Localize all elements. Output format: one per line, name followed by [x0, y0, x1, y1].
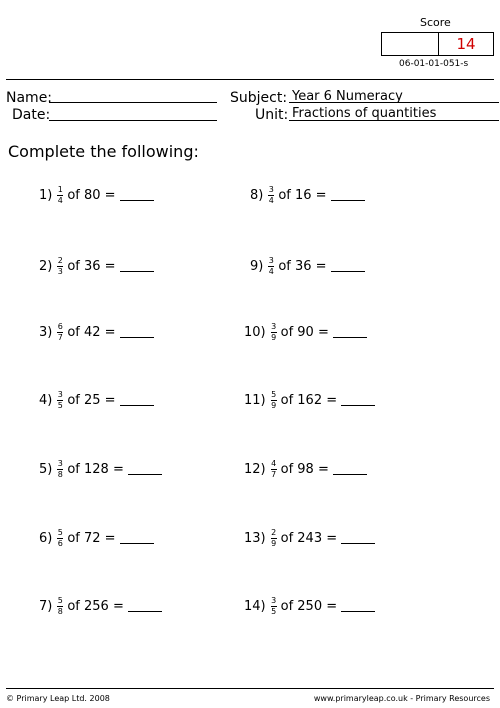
answer-blank[interactable] — [331, 261, 365, 272]
fraction-numerator: 3 — [268, 256, 274, 265]
question-text: of 36 = — [67, 258, 116, 274]
score-box — [381, 32, 494, 56]
fraction-numerator: 5 — [57, 596, 63, 605]
score-label: Score — [420, 16, 451, 29]
fraction — [271, 391, 277, 410]
fraction-denominator: 8 — [57, 470, 63, 479]
fraction-denominator: 6 — [57, 539, 63, 548]
date-field[interactable] — [49, 120, 217, 121]
question-5 — [39, 460, 162, 479]
fraction-numerator: 6 — [57, 322, 63, 331]
fraction-numerator: 1 — [57, 185, 63, 194]
question-number: 4) — [39, 392, 53, 408]
fraction — [268, 257, 274, 276]
answer-blank[interactable] — [120, 261, 154, 272]
question-14 — [244, 597, 375, 616]
fraction-denominator: 8 — [57, 607, 63, 616]
question-text: of 36 = — [278, 258, 327, 274]
fraction-numerator: 3 — [271, 322, 277, 331]
fraction-denominator: 5 — [57, 401, 63, 410]
question-2 — [39, 257, 154, 276]
worksheet-code: 06-01-01-051-s — [399, 59, 469, 69]
answer-blank[interactable] — [341, 601, 375, 612]
fraction — [57, 186, 63, 205]
fraction-denominator: 4 — [268, 196, 274, 205]
question-text: of 250 = — [280, 598, 338, 614]
fraction-denominator: 4 — [268, 267, 274, 276]
question-10 — [244, 323, 367, 342]
answer-blank[interactable] — [333, 464, 367, 475]
answer-blank[interactable] — [120, 327, 154, 338]
fraction — [57, 257, 63, 276]
question-text: of 16 = — [278, 187, 327, 203]
question-number: 12) — [244, 461, 266, 477]
answer-blank[interactable] — [120, 190, 154, 201]
name-label: Name: — [6, 90, 53, 106]
question-text: of 243 = — [280, 530, 338, 546]
footer-website: www.primaryleap.co.uk - Primary Resources — [313, 694, 490, 703]
question-text: of 98 = — [280, 461, 329, 477]
fraction-numerator: 5 — [57, 528, 63, 537]
answer-blank[interactable] — [128, 601, 162, 612]
question-text: of 90 = — [280, 324, 329, 340]
unit-value: Fractions of quantities — [292, 106, 437, 121]
answer-blank[interactable] — [128, 464, 162, 475]
question-number: 10) — [244, 324, 266, 340]
question-text: of 72 = — [67, 530, 116, 546]
fraction — [57, 597, 63, 616]
question-number: 8) — [250, 187, 264, 203]
answer-blank[interactable] — [341, 395, 375, 406]
fraction — [57, 391, 63, 410]
fraction — [271, 597, 277, 616]
question-number: 11) — [244, 392, 266, 408]
fraction-denominator: 9 — [271, 333, 277, 342]
fraction-numerator: 4 — [271, 459, 277, 468]
fraction-numerator: 3 — [271, 596, 277, 605]
footer-rule — [6, 688, 494, 689]
fraction-denominator: 7 — [57, 333, 63, 342]
question-3 — [39, 323, 154, 342]
question-number: 13) — [244, 530, 266, 546]
fraction-denominator: 5 — [271, 607, 277, 616]
subject-field-line — [289, 102, 499, 103]
fraction-numerator: 3 — [57, 459, 63, 468]
question-number: 9) — [250, 258, 264, 274]
fraction-numerator: 3 — [57, 390, 63, 399]
unit-field-line — [289, 120, 499, 121]
fraction-numerator: 5 — [271, 390, 277, 399]
question-text: of 128 = — [67, 461, 124, 477]
answer-blank[interactable] — [333, 327, 367, 338]
question-8 — [250, 186, 365, 205]
question-text: of 80 = — [67, 187, 116, 203]
answer-blank[interactable] — [341, 533, 375, 544]
fraction — [271, 460, 277, 479]
answer-blank[interactable] — [120, 533, 154, 544]
fraction — [271, 323, 277, 342]
answer-blank[interactable] — [120, 395, 154, 406]
fraction — [57, 460, 63, 479]
fraction-denominator: 3 — [57, 267, 63, 276]
instructions: Complete the following: — [8, 142, 199, 161]
question-number: 1) — [39, 187, 53, 203]
question-number: 2) — [39, 258, 53, 274]
name-field[interactable] — [49, 102, 217, 103]
subject-label: Subject: — [230, 90, 288, 106]
score-value: 14 — [456, 35, 476, 53]
fraction-numerator: 3 — [268, 185, 274, 194]
question-12 — [244, 460, 367, 479]
fraction-denominator: 7 — [271, 470, 277, 479]
question-9 — [250, 257, 365, 276]
fraction-numerator: 2 — [271, 528, 277, 537]
fraction — [271, 529, 277, 548]
question-6 — [39, 529, 154, 548]
fraction-denominator: 9 — [271, 539, 277, 548]
subject-value: Year 6 Numeracy — [292, 89, 403, 104]
question-text: of 162 = — [280, 392, 338, 408]
answer-blank[interactable] — [331, 190, 365, 201]
question-number: 6) — [39, 530, 53, 546]
question-number: 3) — [39, 324, 53, 340]
question-text: of 256 = — [67, 598, 124, 614]
fraction-denominator: 4 — [57, 196, 63, 205]
unit-label: Unit: — [255, 107, 289, 123]
question-13 — [244, 529, 375, 548]
footer-copyright: © Primary Leap Ltd. 2008 — [6, 694, 110, 703]
fraction — [57, 323, 63, 342]
question-number: 5) — [39, 461, 53, 477]
fraction-denominator: 9 — [271, 401, 277, 410]
score-blank-cell — [382, 33, 439, 55]
question-text: of 42 = — [67, 324, 116, 340]
header-top-rule — [6, 79, 494, 80]
question-number: 14) — [244, 598, 266, 614]
fraction — [268, 186, 274, 205]
question-4 — [39, 391, 154, 410]
fraction-numerator: 2 — [57, 256, 63, 265]
question-text: of 25 = — [67, 392, 116, 408]
question-7 — [39, 597, 162, 616]
question-1 — [39, 186, 154, 205]
fraction — [57, 529, 63, 548]
date-label: Date: — [12, 107, 51, 123]
question-11 — [244, 391, 375, 410]
question-number: 7) — [39, 598, 53, 614]
